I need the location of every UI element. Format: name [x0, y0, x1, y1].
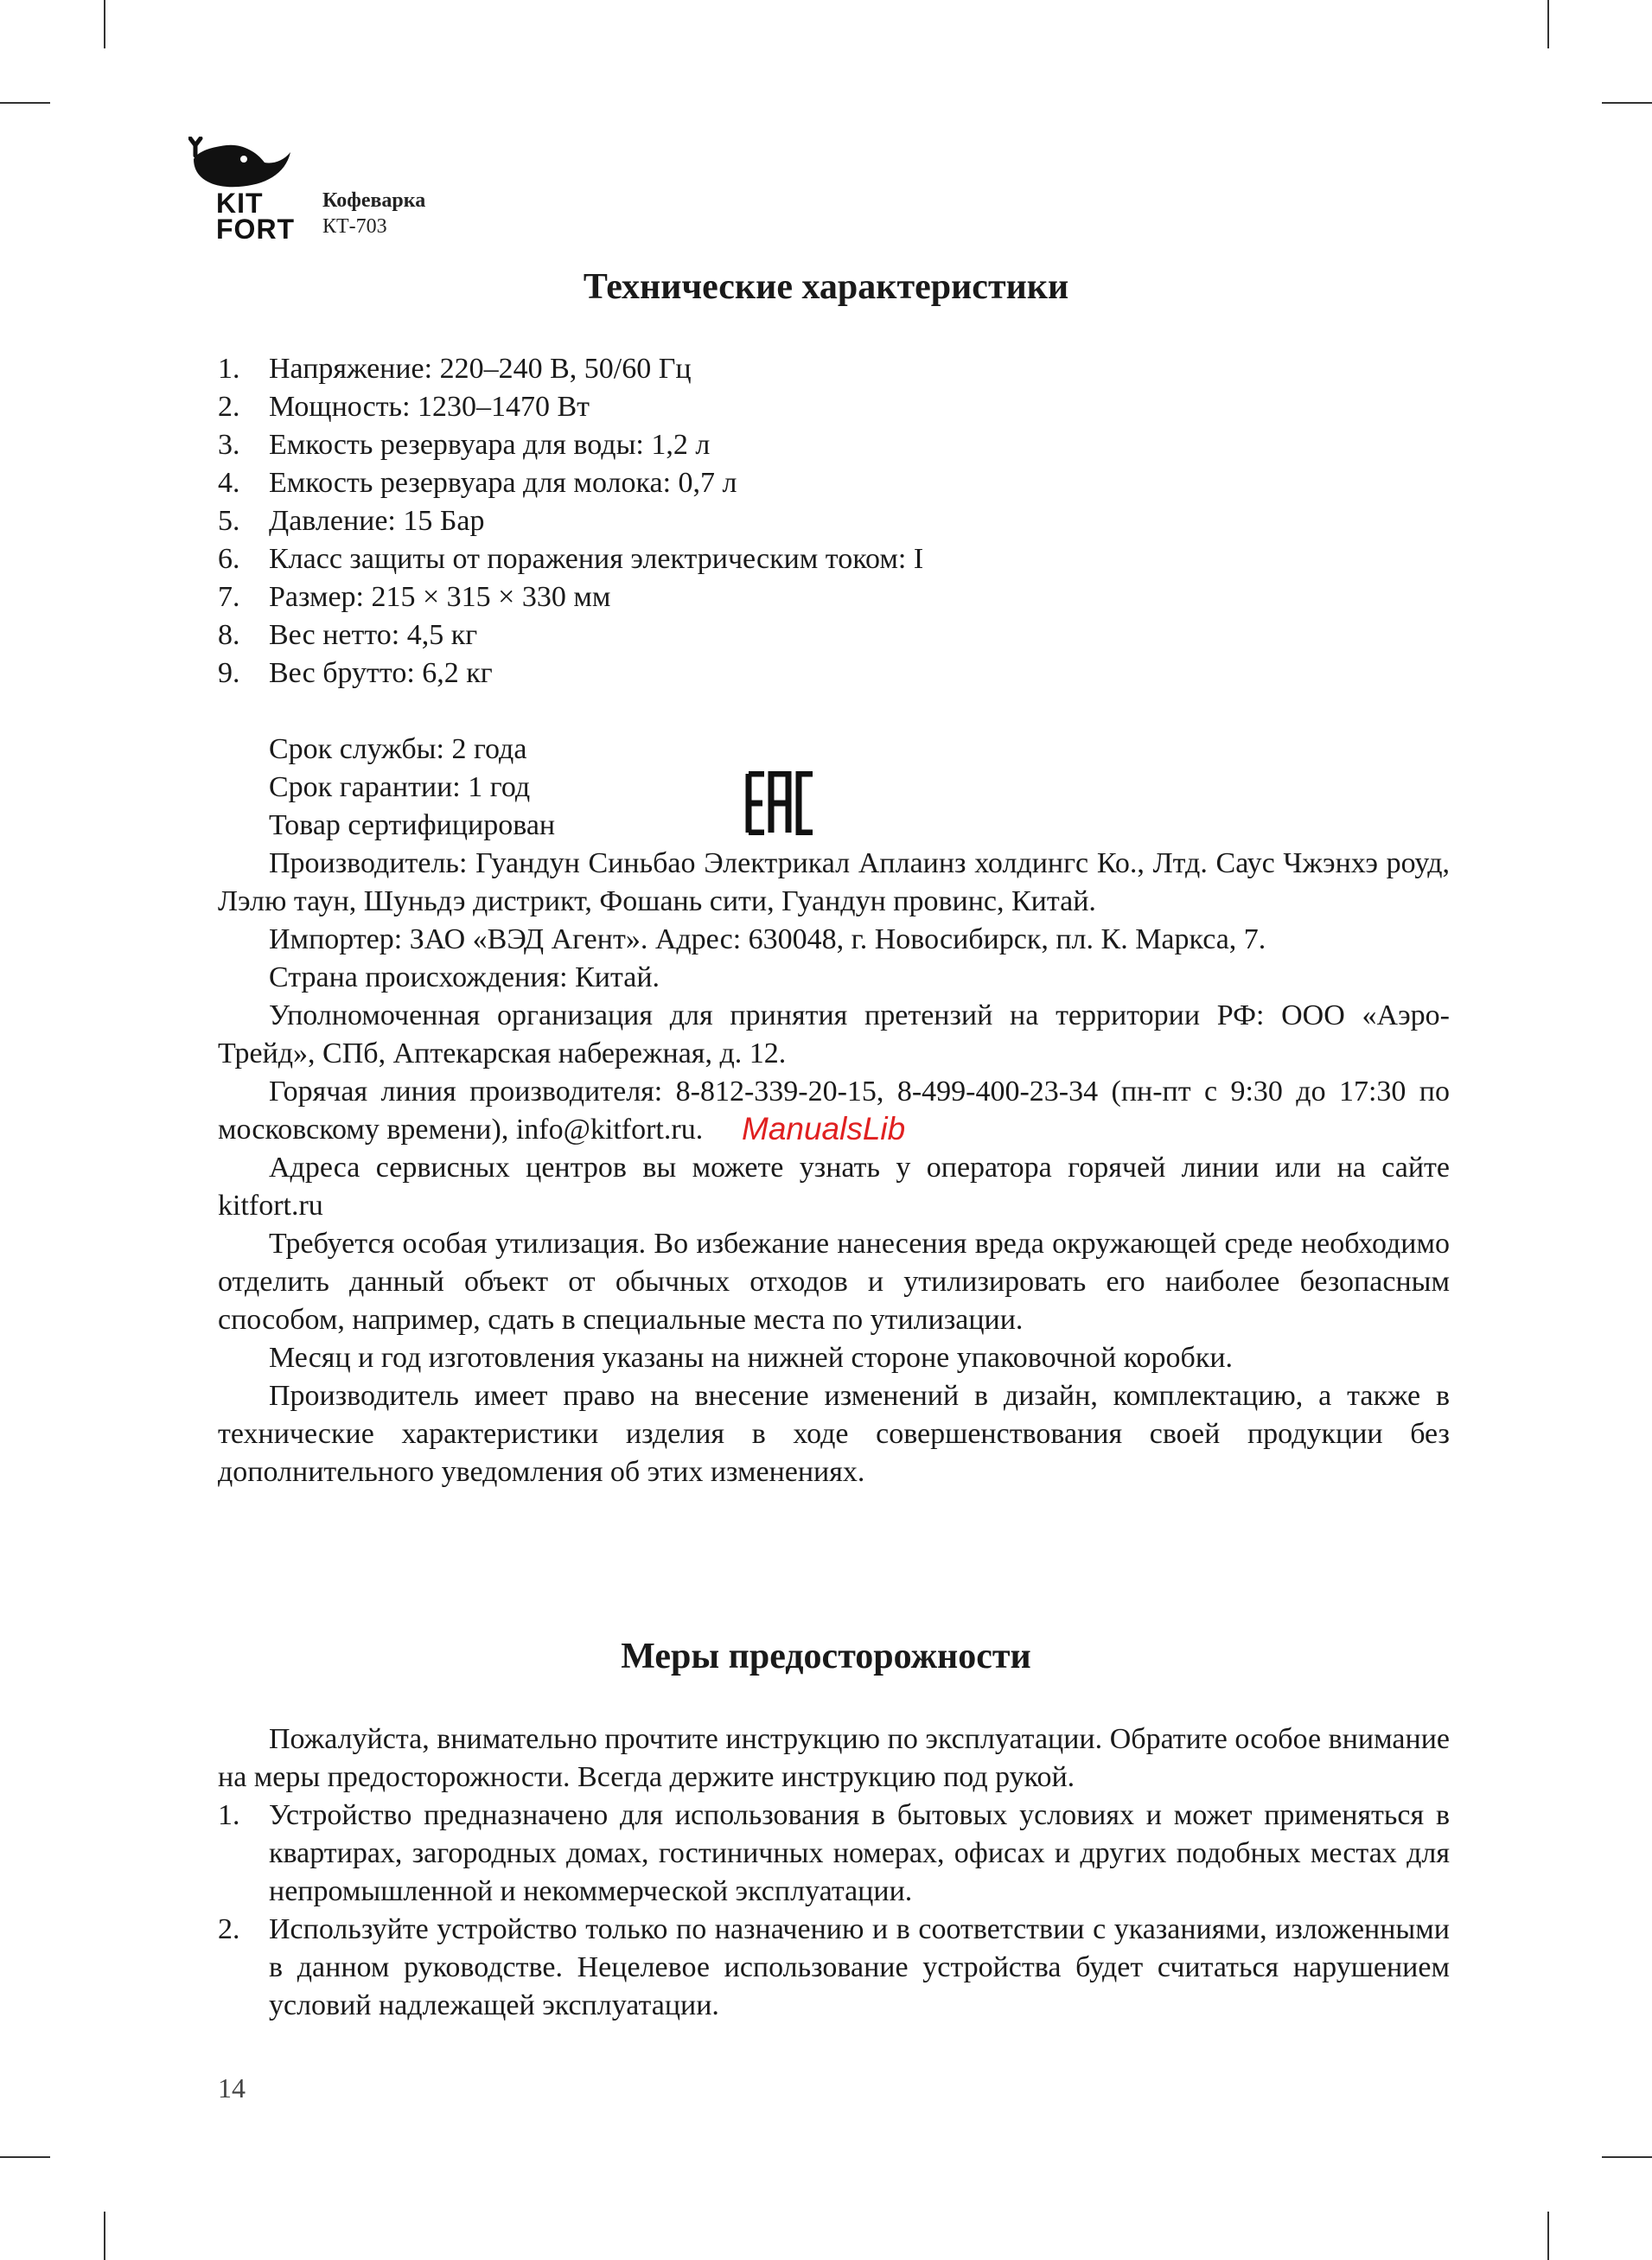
certified: Товар сертифицирован — [269, 809, 556, 841]
specs-list — [218, 350, 1450, 693]
country-of-origin: Страна происхождения: Китай. — [269, 961, 660, 993]
crop-mark-top-right — [1547, 0, 1549, 48]
spec-num: 4. — [218, 467, 240, 499]
eac-mark — [745, 771, 816, 835]
precaution-num: 2. — [218, 1913, 240, 1945]
logo-line-fort: FORT — [216, 214, 296, 245]
spec-text: Напряжение: 220–240 В, 50/60 Гц — [269, 353, 692, 385]
crop-mark-top-left — [104, 0, 105, 48]
warranty: Срок гарантии: 1 год — [269, 771, 531, 803]
hotline: Горячая линия производителя: 8-812-339-20-15, 8-499-400-23-34 (пн-пт с 9:30 до 17:30 по московскому времени), info@kitfort.ru. — [218, 1076, 1450, 1146]
spec-item — [218, 464, 1450, 502]
spec-text: Емкость резервуара для воды: 1,2 л — [269, 429, 711, 461]
manualslib-watermark: ManualsLib — [742, 1111, 906, 1146]
spec-num: 2. — [218, 391, 240, 423]
spec-text: Вес нетто: 4,5 кг — [269, 619, 478, 651]
spec-text: Вес брутто: 6,2 кг — [269, 657, 493, 689]
product-name: Кофеварка — [322, 189, 426, 212]
spec-text: Мощность: 1230–1470 Вт — [269, 391, 590, 423]
spec-num: 5. — [218, 505, 240, 537]
spec-item — [218, 616, 1450, 654]
precaution-item — [218, 1911, 1450, 2025]
importer: Импортер: ЗАО «ВЭД Агент». Адрес: 630048, г. Новосибирск, пл. К. Маркса, 7. — [269, 923, 1266, 955]
page-number: 14 — [218, 2072, 246, 2104]
precaution-num: 1. — [218, 1799, 240, 1831]
spec-text: Размер: 215 × 315 × 330 мм — [269, 581, 611, 613]
logo-line-kit: KIT — [216, 188, 264, 219]
service-life: Срок службы: 2 года — [269, 733, 527, 765]
spec-item — [218, 540, 1450, 578]
manufacturer: Производитель: Гуандун Синьбао Электрикал Аплаинз холдингс Ко., Лтд. Саус Чжэнхэ роуд, Лэлю таун, Шуньдэ дистрикт, Фошань сити, Гуандун провинс, Китай. — [218, 847, 1450, 917]
spec-item — [218, 578, 1450, 616]
whale-icon — [188, 137, 301, 190]
spec-item — [218, 426, 1450, 464]
precautions-title: Меры предосторожности — [621, 1637, 1031, 1676]
spec-num: 1. — [218, 353, 240, 385]
precaution-text: Используйте устройство только по назначению и в соответствии с указаниями, изложенными в данном руководстве. Нецелевое использование устройства будет считаться нарушением условий надлежащей эксплуатации. — [269, 1913, 1450, 2021]
precautions-body — [218, 1721, 1450, 2025]
specs-title: Технические характеристики — [583, 267, 1069, 307]
crop-mark-bottom-left — [104, 2212, 105, 2260]
spec-text: Емкость резервуара для молока: 0,7 л — [269, 467, 737, 499]
spec-text: Давление: 15 Бар — [269, 505, 485, 537]
spec-num: 7. — [218, 581, 240, 613]
crop-mark-left-lower — [0, 2156, 50, 2158]
spec-text: Класс защиты от поражения электрическим током: I — [269, 543, 924, 575]
spec-num: 9. — [218, 657, 240, 689]
spec-num: 3. — [218, 429, 240, 461]
spec-item — [218, 350, 1450, 388]
precaution-item — [218, 1797, 1450, 1911]
manufacture-date: Месяц и год изготовления указаны на нижней стороне упаковочной коробки. — [269, 1342, 1234, 1374]
changes-notice: Производитель имеет право на внесение изменений в дизайн, комплектацию, а также в технические характеристики изделия в ходе совершенствования своей продукции без дополнительного уведомления об этих изменениях. — [218, 1380, 1450, 1488]
crop-mark-right-upper — [1602, 102, 1652, 104]
kitfort-logo — [188, 137, 309, 245]
crop-mark-right-lower — [1602, 2156, 1652, 2158]
product-header — [322, 188, 425, 239]
authorized-organization: Уполномоченная организация для принятия претензий на территории РФ: ООО «Аэро-Трейд», СПб, Аптекарская набережная, д. 12. — [218, 999, 1450, 1069]
crop-mark-left-upper — [0, 102, 50, 104]
product-model: КТ-703 — [322, 215, 387, 238]
spec-item — [218, 654, 1450, 693]
disposal: Требуется особая утилизация. Во избежание нанесения вреда окружающей среде необходимо отделить данный объект от обычных отходов и утилизировать его наиболее безопасным способом, например, сдать в специальные места по утилизации. — [218, 1228, 1450, 1336]
spec-num: 6. — [218, 543, 240, 575]
crop-mark-bottom-right — [1547, 2212, 1549, 2260]
service-centers: Адреса сервисных центров вы можете узнать у оператора горячей линии или на сайте kitfort.ru — [218, 1152, 1450, 1222]
precaution-text: Устройство предназначено для использования в бытовых условиях и может применяться в квартирах, загородных домах, гостиничных номерах, офисах и других подобных местах для непромышленной и некоммерческой эксплуатации. — [269, 1799, 1450, 1907]
precautions-intro: Пожалуйста, внимательно прочтите инструкцию по эксплуатации. Обратите особое внимание на меры предосторожности. Всегда держите инструкцию под рукой. — [218, 1723, 1450, 1793]
spec-item — [218, 388, 1450, 426]
spec-num: 8. — [218, 619, 240, 651]
spec-item — [218, 502, 1450, 540]
